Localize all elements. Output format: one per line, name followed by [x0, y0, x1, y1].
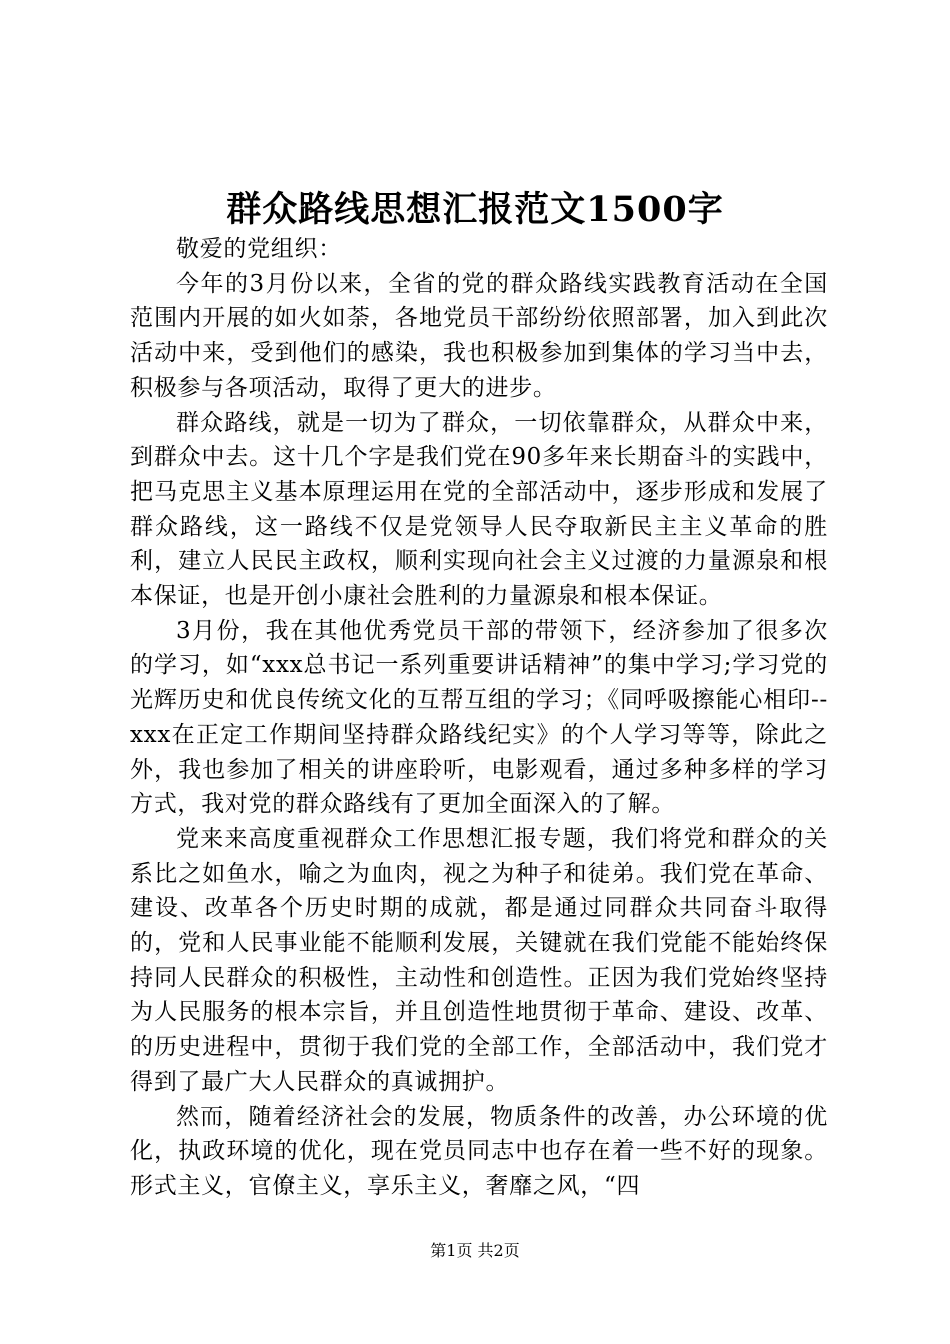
document-body: [130, 232, 828, 1204]
paragraph: 党来来高度重视群众工作思想汇报专题，我们将党和群众的关系比之如鱼水，喻之为血肉，视之为种子和徒弟。我们党在革命、建设、改革各个历史时期的成就，都是通过同群众共同奋斗取得的，党和人民事业能不能顺利发展，关键就在我们党能不能始终保持同人民群众的积极性，主动性和创造性。正因为我们党始终坚持为人民服务的根本宗旨，并且创造性地贯彻于革命、建设、改革、的历史进程中，贯彻于我们党的全部工作，全部活动中，我们党才得到了最广大人民群众的真诚拥护。: [130, 825, 828, 1095]
paragraph: 群众路线，就是一切为了群众，一切依靠群众，从群众中来，到群众中去。这十几个字是我们党在90多年来长期奋斗的实践中，把马克思主义基本原理运用在党的全部活动中，逐步形成和发展了群众路线，这一路线不仅是党领导人民夺取新民主主义革命的胜利，建立人民民主政权，顺利实现向社会主义过渡的力量源泉和根本保证，也是开创小康社会胜利的力量源泉和根本保证。: [130, 409, 828, 610]
paragraph: 今年的3月份以来，全省的党的群众路线实践教育活动在全国范围内开展的如火如荼，各地党员干部纷纷依照部署，加入到此次活动中来，受到他们的感染，我也积极参加到集体的学习当中去，积极参与各项活动，取得了更大的进步。: [130, 270, 828, 401]
salutation: 敬爱的党组织：: [176, 236, 342, 262]
page-footer: 第1页 共2页: [430, 1241, 520, 1260]
paragraph: 然而，随着经济社会的发展，物质条件的改善，办公环境的优化，执政环境的优化，现在党员同志中也存在着一些不好的现象。形式主义，官僚主义，享乐主义，奢靡之风，“四: [130, 1103, 828, 1199]
paragraph: 3月份，我在其他优秀党员干部的带领下，经济参加了很多次的学习，如“xxx总书记一系列重要讲话精神”的集中学习;学习党的光辉历史和优良传统文化的互帮互组的学习；《同呼吸擦能心相印--xxx在正定工作期间坚持群众路线纪实》的个人学习等等，除此之外，我也参加了相关的讲座聆听，电影观看，通过多种多样的学习方式，我对党的群众路线有了更加全面深入的了解。: [130, 617, 828, 818]
document-title: 群众路线思想汇报范文1500字: [226, 189, 724, 230]
